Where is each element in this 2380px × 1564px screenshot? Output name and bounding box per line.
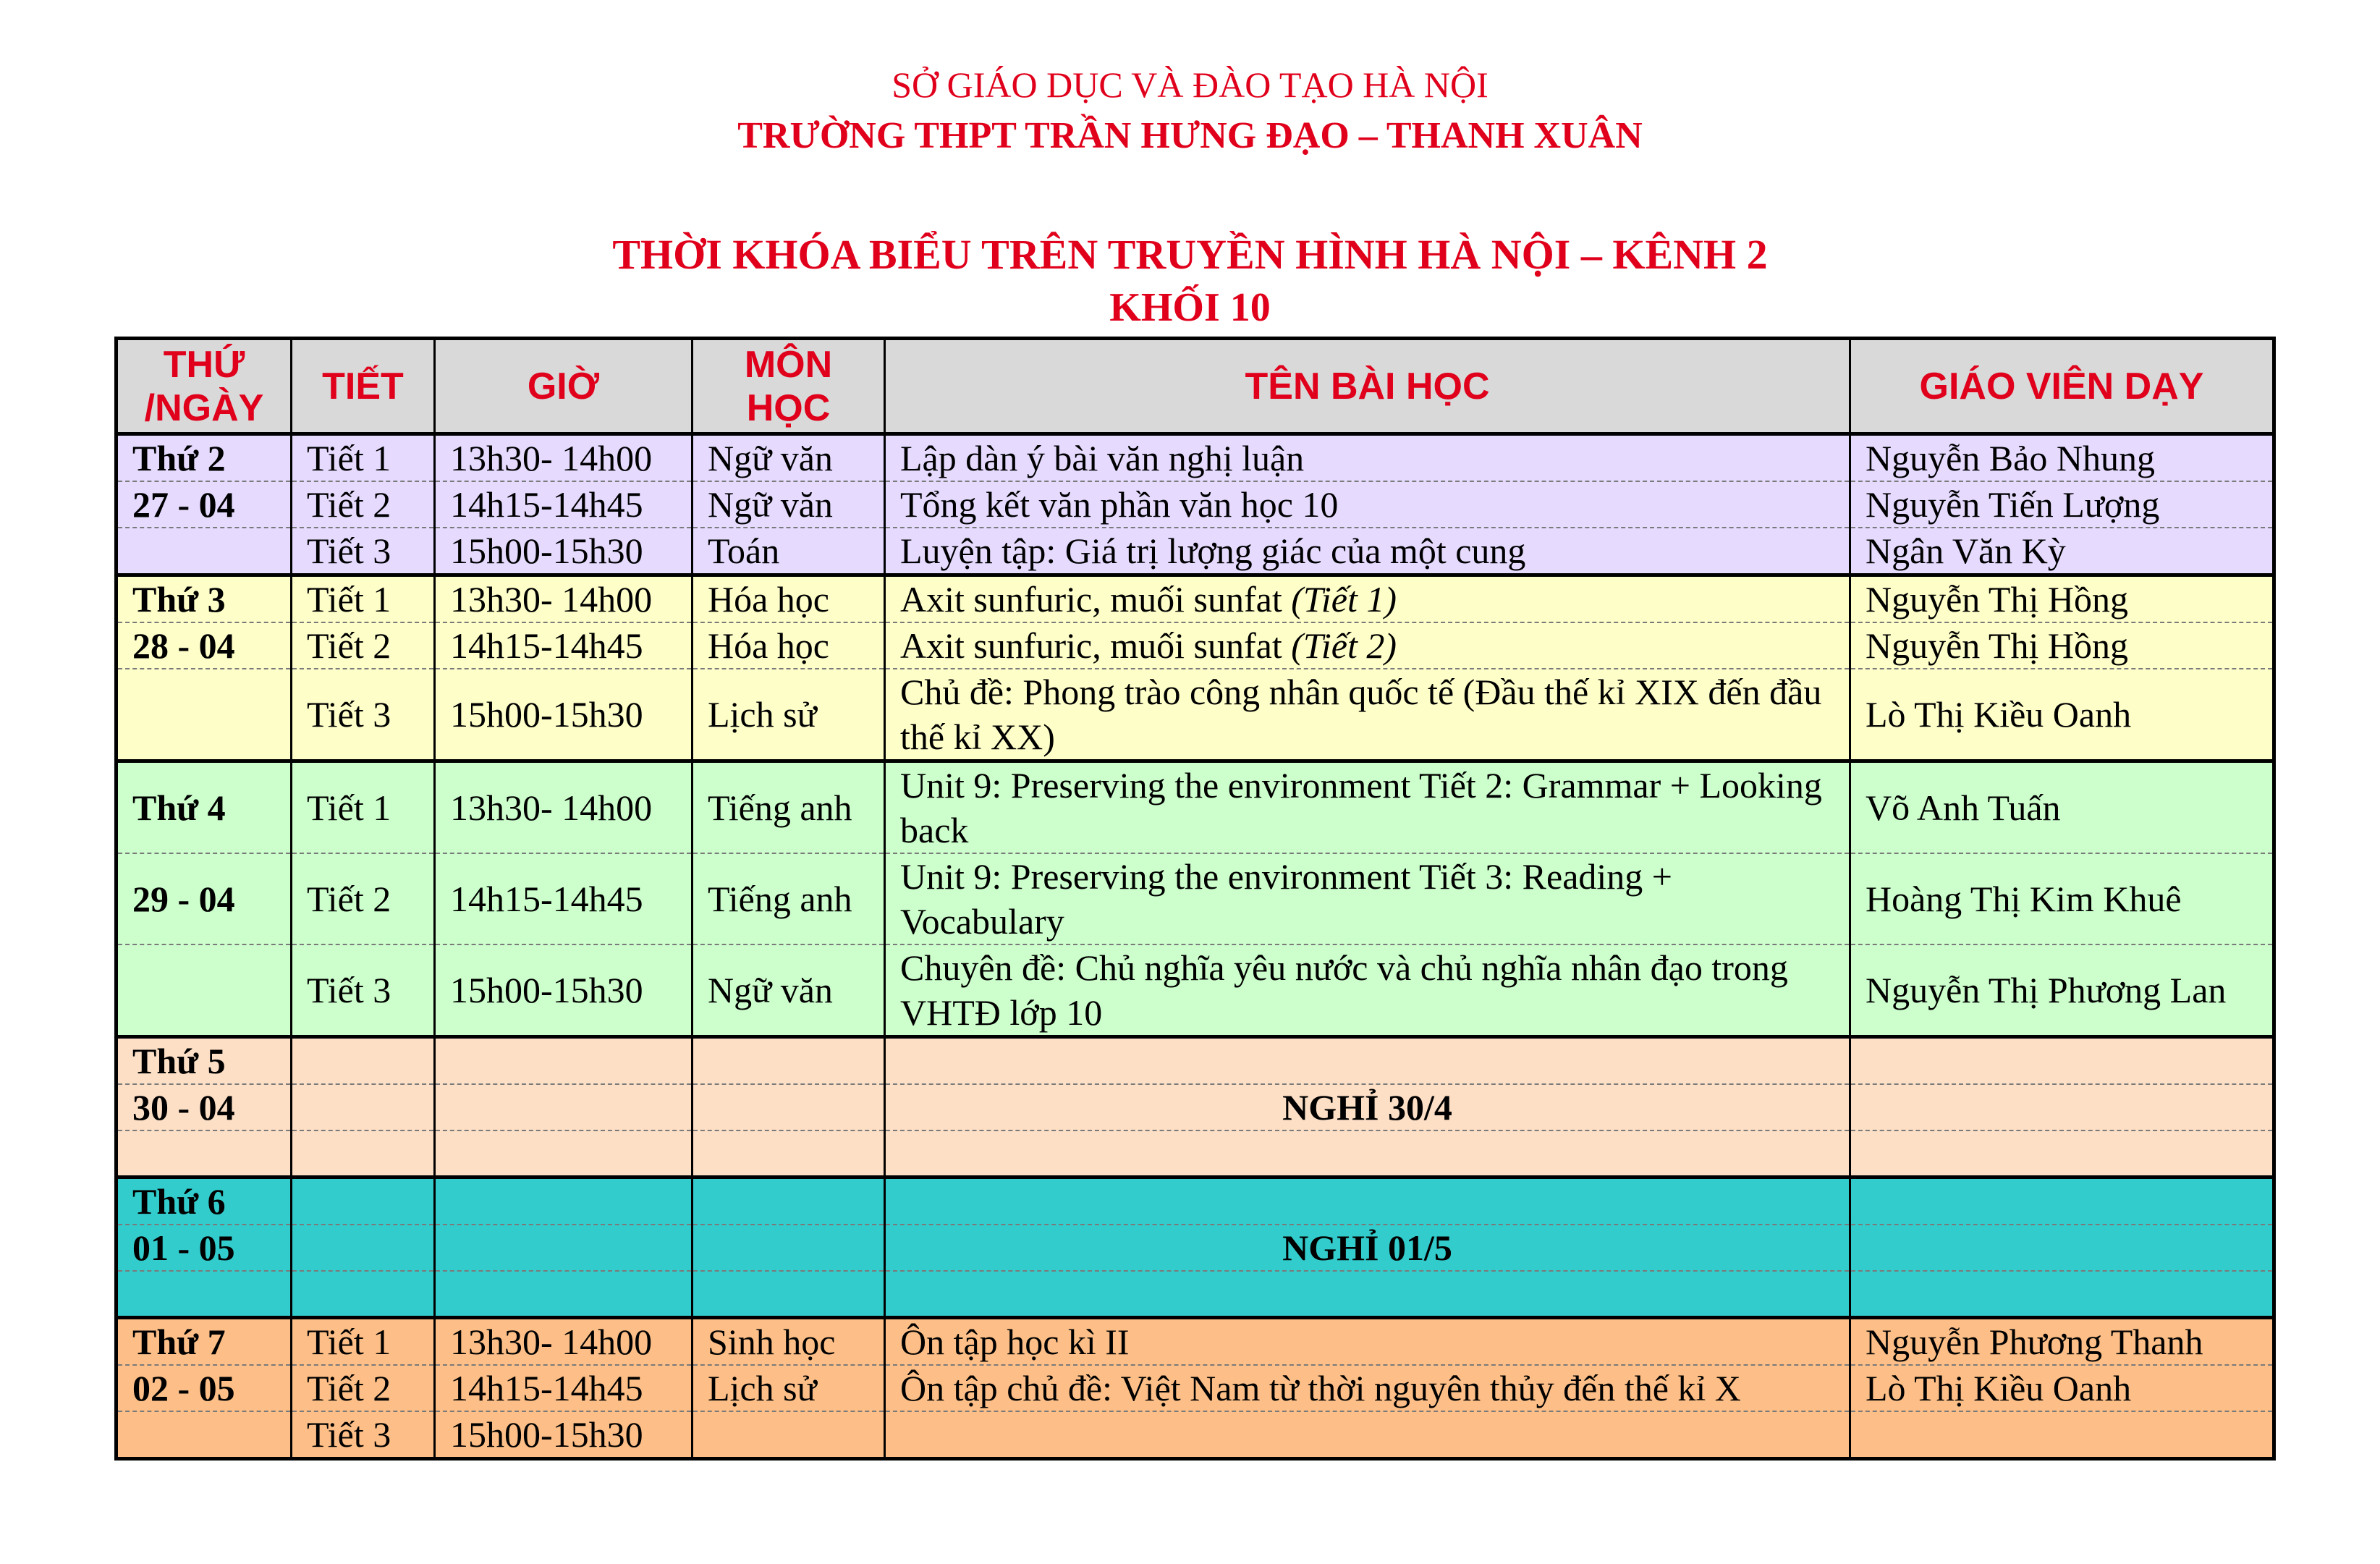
empty-cell [435, 1178, 693, 1225]
col-header-time: GIỜ [435, 339, 693, 434]
table-row [117, 622, 2274, 669]
teacher-cell: Nguyễn Thị Hồng [1850, 575, 2274, 623]
time-cell: 13h30- 14h00 [435, 1318, 693, 1366]
teacher-cell [1850, 1411, 2274, 1459]
empty-cell [885, 1271, 1850, 1318]
empty-cell [292, 1225, 435, 1271]
teacher-cell: Nguyễn Tiến Lượng [1850, 481, 2274, 528]
empty-cell [693, 1130, 885, 1178]
time-cell: 14h15-14h45 [435, 853, 693, 944]
date-cell: 29 - 04 [117, 853, 292, 944]
empty-cell [117, 669, 292, 761]
period-cell: Tiết 2 [292, 1365, 435, 1411]
teacher-cell: Hoàng Thị Kim Khuê [1850, 853, 2274, 944]
lesson-cell: Chủ đề: Phong trào công nhân quốc tế (Đầu thế kỉ XIX đến đầu thế kỉ XX) [885, 669, 1850, 761]
time-cell: 14h15-14h45 [435, 1365, 693, 1411]
holiday-label: NGHỈ 01/5 [885, 1225, 1850, 1271]
lesson-cell: Luyện tập: Giá trị lượng giác của một cung [885, 528, 1850, 575]
day-cell: Thứ 6 [117, 1178, 292, 1225]
school-heading: TRƯỜNG THPT TRẦN HƯNG ĐẠO – THANH XUÂN [737, 115, 1643, 156]
time-cell: 14h15-14h45 [435, 481, 693, 528]
time-cell: 15h00-15h30 [435, 944, 693, 1037]
teacher-cell: Lò Thị Kiều Oanh [1850, 669, 2274, 761]
col-header-period: TIẾT [292, 339, 435, 434]
empty-cell [1850, 1037, 2274, 1085]
period-cell: Tiết 3 [292, 1411, 435, 1459]
table-row [117, 853, 2274, 944]
time-cell: 15h00-15h30 [435, 1411, 693, 1459]
date-cell: 02 - 05 [117, 1365, 292, 1411]
col-header-day: THỨ /NGÀY [117, 339, 292, 434]
empty-cell [117, 944, 292, 1037]
table-row [117, 1365, 2274, 1411]
period-cell: Tiết 2 [292, 622, 435, 669]
teacher-cell: Ngân Văn Kỳ [1850, 528, 2274, 575]
period-cell: Tiết 2 [292, 853, 435, 944]
teacher-cell: Nguyễn Thị Hồng [1850, 622, 2274, 669]
table-row [117, 1178, 2274, 1225]
time-cell: 14h15-14h45 [435, 622, 693, 669]
empty-cell [435, 1225, 693, 1271]
time-cell: 15h00-15h30 [435, 528, 693, 575]
day-cell: Thứ 5 [117, 1037, 292, 1085]
empty-cell [117, 1130, 292, 1178]
subject-cell: Hóa học [693, 575, 885, 623]
empty-cell [435, 1130, 693, 1178]
lesson-cell [885, 1411, 1850, 1459]
table-row [117, 1411, 2274, 1459]
subject-cell: Sinh học [693, 1318, 885, 1366]
lesson-cell: Chuyên đề: Chủ nghĩa yêu nước và chủ nghĩa nhân đạo trong VHTĐ lớp 10 [885, 944, 1850, 1037]
teacher-cell: Nguyễn Bảo Nhung [1850, 434, 2274, 482]
timetable-title: THỜI KHÓA BIỂU TRÊN TRUYỀN HÌNH HÀ NỘI – KÊNH 2 [612, 231, 1768, 278]
time-cell: 15h00-15h30 [435, 669, 693, 761]
table-row [117, 528, 2274, 575]
empty-cell [435, 1271, 693, 1318]
subject-cell: Ngữ văn [693, 434, 885, 482]
period-cell: Tiết 1 [292, 1318, 435, 1366]
period-cell: Tiết 3 [292, 528, 435, 575]
empty-cell [885, 1037, 1850, 1085]
table-row [117, 944, 2274, 1037]
table-row [117, 1084, 2274, 1130]
period-cell: Tiết 1 [292, 761, 435, 854]
day-cell: Thứ 4 [117, 761, 292, 854]
subject-cell: Lịch sử [693, 1365, 885, 1411]
day-cell: Thứ 3 [117, 575, 292, 623]
empty-cell [292, 1178, 435, 1225]
lesson-cell: Axit sunfuric, muối sunfat (Tiết 1) [885, 575, 1850, 623]
subject-cell: Tiếng anh [693, 761, 885, 854]
empty-cell [117, 528, 292, 575]
subject-cell: Tiếng anh [693, 853, 885, 944]
table-row [117, 1225, 2274, 1271]
empty-cell [885, 1178, 1850, 1225]
subject-cell: Lịch sử [693, 669, 885, 761]
empty-cell [435, 1084, 693, 1130]
lesson-cell: Unit 9: Preserving the environment Tiết 2: Grammar + Looking back [885, 761, 1850, 854]
col-header-lesson: TÊN BÀI HỌC [885, 339, 1850, 434]
lesson-cell: Axit sunfuric, muối sunfat (Tiết 2) [885, 622, 1850, 669]
lesson-cell: Ôn tập chủ đề: Việt Nam từ thời nguyên thủy đến thế kỉ X [885, 1365, 1850, 1411]
empty-cell [693, 1037, 885, 1085]
empty-cell [292, 1271, 435, 1318]
table-row [117, 481, 2274, 528]
lesson-cell: Ôn tập học kì II [885, 1318, 1850, 1366]
subject-cell [693, 1411, 885, 1459]
time-cell: 13h30- 14h00 [435, 575, 693, 623]
empty-cell [117, 1411, 292, 1459]
empty-cell [1850, 1178, 2274, 1225]
table-header-row [117, 339, 2274, 434]
period-cell: Tiết 1 [292, 434, 435, 482]
table-row [117, 434, 2274, 482]
timetable [114, 337, 2276, 1461]
period-cell: Tiết 2 [292, 481, 435, 528]
lesson-cell: Tổng kết văn phần văn học 10 [885, 481, 1850, 528]
empty-cell [1850, 1271, 2274, 1318]
grade-heading: KHỐI 10 [1109, 285, 1271, 330]
teacher-cell: Võ Anh Tuấn [1850, 761, 2274, 854]
holiday-label: NGHỈ 30/4 [885, 1084, 1850, 1130]
subject-cell: Ngữ văn [693, 944, 885, 1037]
table-row [117, 575, 2274, 623]
teacher-cell: Nguyễn Thị Phương Lan [1850, 944, 2274, 1037]
empty-cell [292, 1130, 435, 1178]
department-heading: SỞ GIÁO DỤC VÀ ĐÀO TẠO HÀ NỘI [892, 64, 1488, 105]
time-cell: 13h30- 14h00 [435, 434, 693, 482]
empty-cell [693, 1178, 885, 1225]
empty-cell [292, 1084, 435, 1130]
subject-cell: Toán [693, 528, 885, 575]
day-cell: Thứ 2 [117, 434, 292, 482]
col-header-teacher: GIÁO VIÊN DẠY [1850, 339, 2274, 434]
subject-cell: Hóa học [693, 622, 885, 669]
period-cell: Tiết 1 [292, 575, 435, 623]
empty-cell [693, 1084, 885, 1130]
empty-cell [435, 1037, 693, 1085]
day-cell: Thứ 7 [117, 1318, 292, 1366]
empty-cell [1850, 1225, 2274, 1271]
empty-cell [1850, 1130, 2274, 1178]
table-row [117, 1318, 2274, 1366]
date-cell: 28 - 04 [117, 622, 292, 669]
table-row [117, 761, 2274, 854]
empty-cell [693, 1271, 885, 1318]
period-cell: Tiết 3 [292, 669, 435, 761]
empty-cell [885, 1130, 1850, 1178]
table-row [117, 669, 2274, 761]
lesson-cell: Unit 9: Preserving the environment Tiết 3: Reading + Vocabulary [885, 853, 1850, 944]
table-row [117, 1037, 2274, 1085]
teacher-cell: Lò Thị Kiều Oanh [1850, 1365, 2274, 1411]
lesson-cell: Lập dàn ý bài văn nghị luận [885, 434, 1850, 482]
table-row [117, 1130, 2274, 1178]
empty-cell [292, 1037, 435, 1085]
teacher-cell: Nguyễn Phương Thanh [1850, 1318, 2274, 1366]
lesson-note: (Tiết 1) [1291, 579, 1397, 620]
date-cell: 30 - 04 [117, 1084, 292, 1130]
empty-cell [117, 1271, 292, 1318]
date-cell: 27 - 04 [117, 481, 292, 528]
table-row [117, 1271, 2274, 1318]
empty-cell [1850, 1084, 2274, 1130]
lesson-note: (Tiết 2) [1291, 625, 1397, 666]
subject-cell: Ngữ văn [693, 481, 885, 528]
period-cell: Tiết 3 [292, 944, 435, 1037]
col-header-subject: MÔN HỌC [693, 339, 885, 434]
empty-cell [693, 1225, 885, 1271]
time-cell: 13h30- 14h00 [435, 761, 693, 854]
date-cell: 01 - 05 [117, 1225, 292, 1271]
